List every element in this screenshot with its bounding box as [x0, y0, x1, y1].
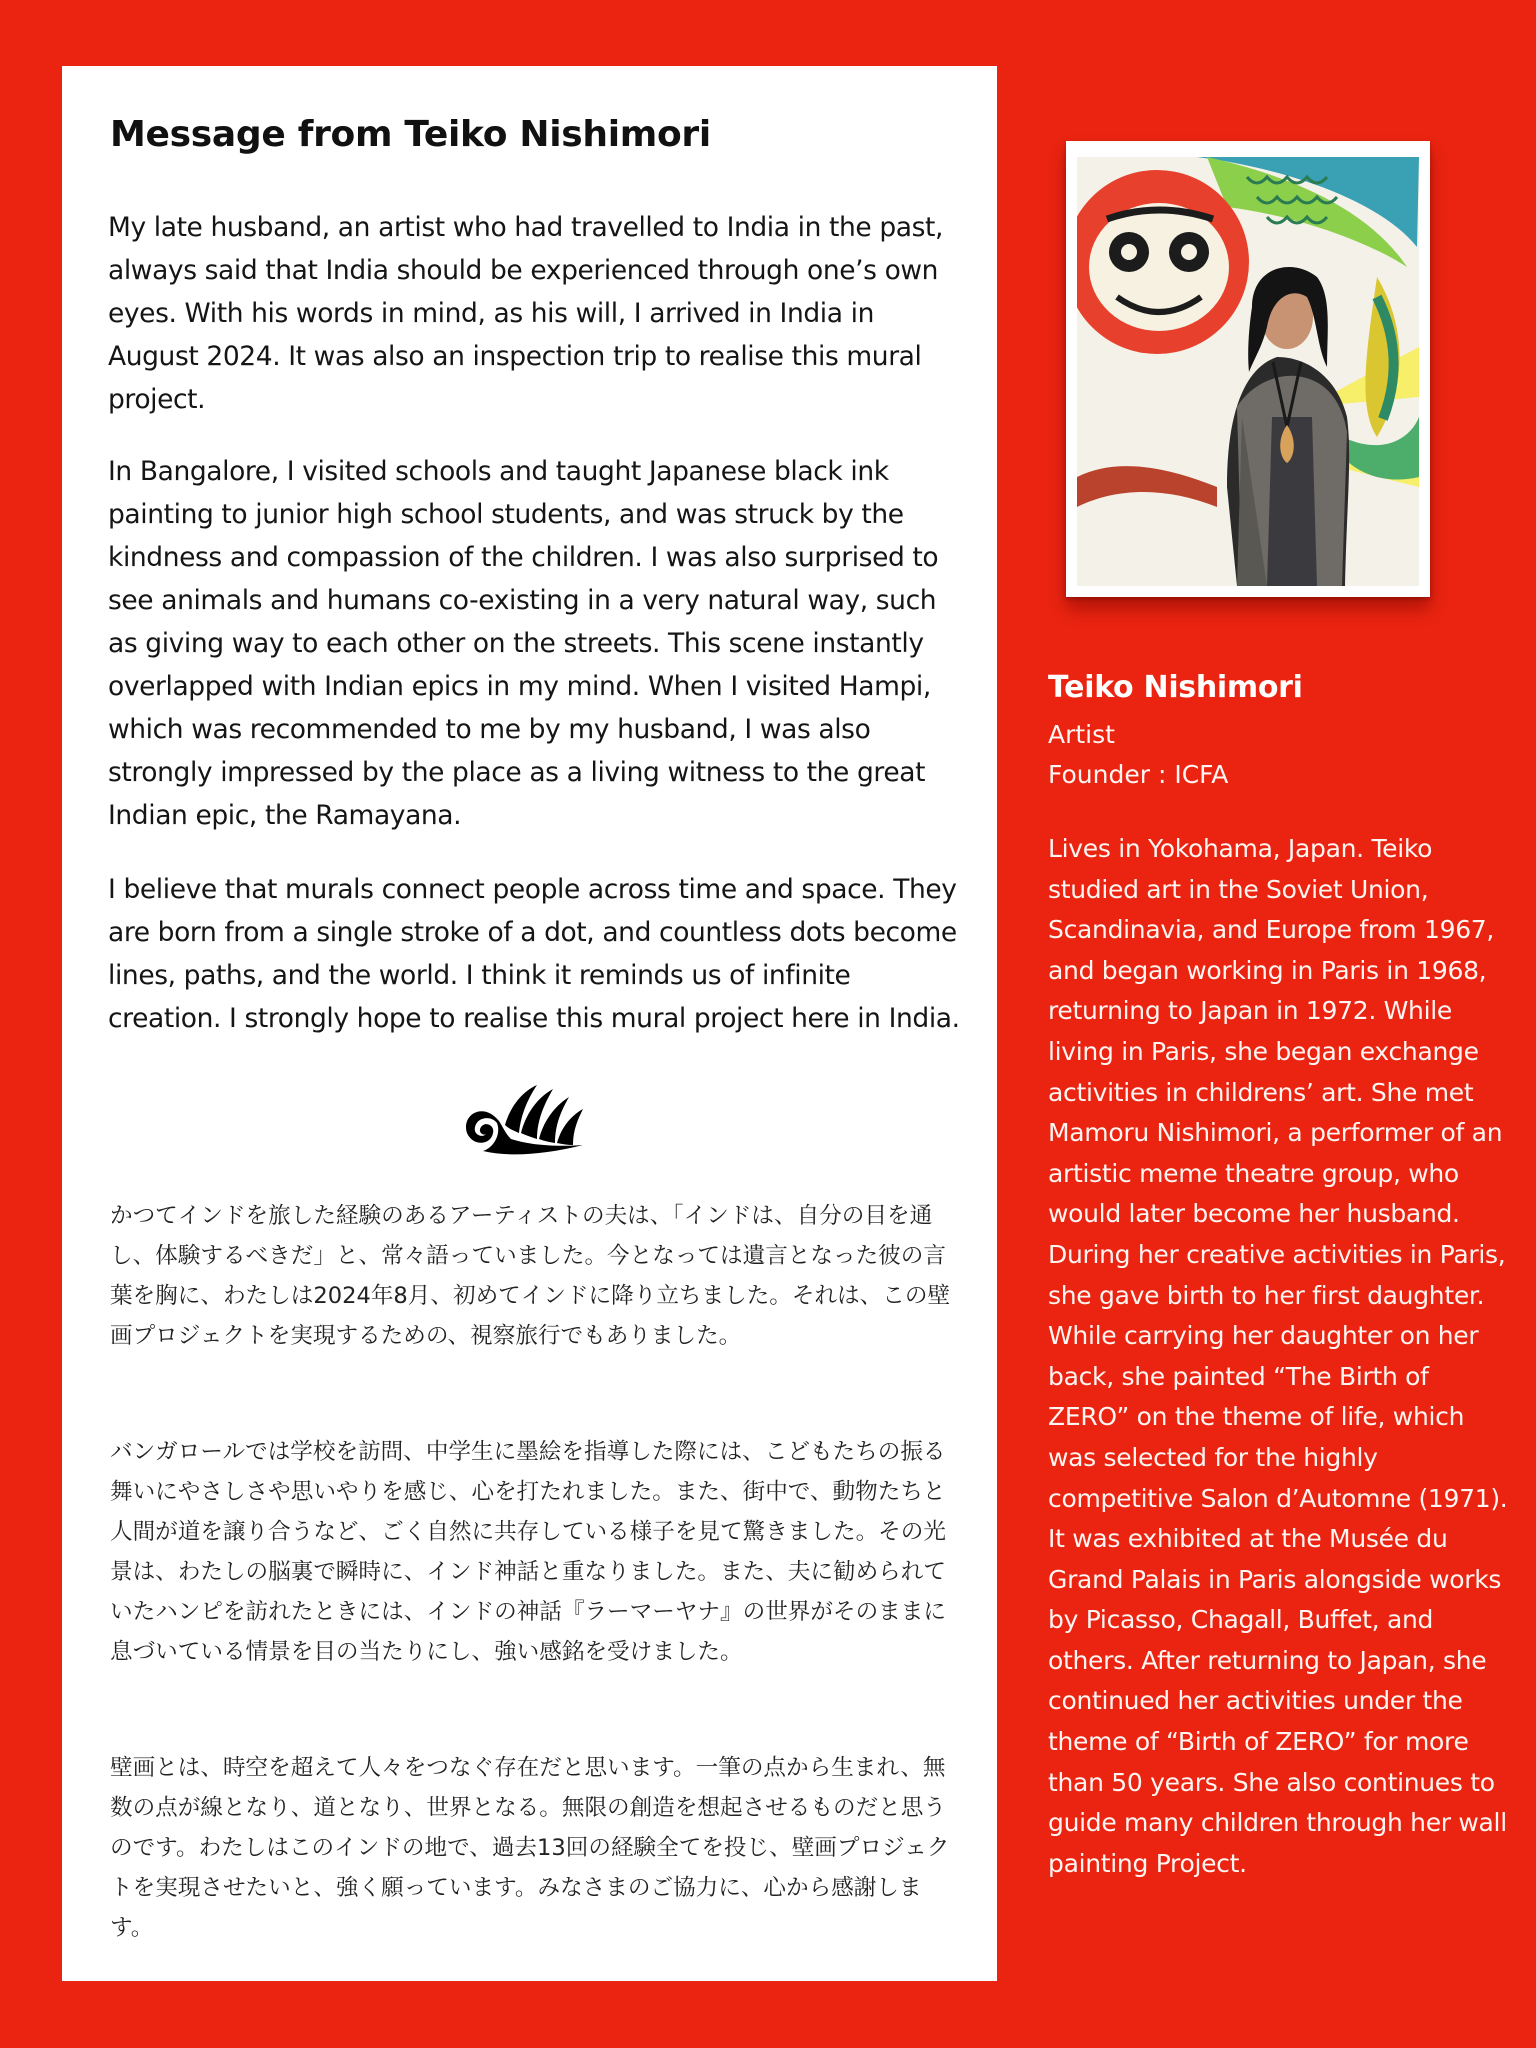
artist-title: Artist [1048, 720, 1115, 749]
message-title: Message from Teiko Nishimori [110, 114, 711, 155]
english-paragraph-1: My late husband, an artist who had travelled to India in the past, always said that India should be experienced through one’s own eyes. With his words in mind, as his will, I arrived in India in August 2024. It was also an inspection trip to realise this mural project. [108, 212, 944, 415]
english-paragraph-3: I believe that murals connect people across time and space. They are born from a single stroke of a dot, and countless dots become lines, paths, and the world. I think it reminds us of infinite creation. I strongly hope to realise this mural project here in India. [108, 874, 960, 1034]
artist-portrait-photo [1077, 157, 1419, 586]
english-paragraph-2: In Bangalore, I visited schools and taught Japanese black ink painting to junior high school students, and was struck by the kindness and compassion of the children. I was also surprised to see animals and humans co-existing in a very natural way, such as giving way to each other on the streets. This scene instantly overlapped with Indian epics in my mind. When I visited Hampi, which was recommended to me by my husband, I was also strongly impressed by the place as a living witness to the great Indian epic, the Ramayana. [108, 456, 939, 831]
artist-photo-frame [1066, 141, 1430, 597]
artist-profile [1048, 670, 1508, 1884]
japanese-paragraph-1: かつてインドを旅した経験のあるアーティストの夫は、「インドは、自分の目を通し、体験するべきだ」と、常々語っていました。今となっては遺言となった彼の言葉を胸に、わたしは2024年8月、初めてインドに降り立ちました。それは、この壁画プロジェクトを実現するための、視察旅行でもありました。 [110, 1203, 951, 1349]
japanese-paragraph-2: バンガロールでは学校を訪問、中学生に墨絵を指導した際には、こどもたちの振る舞いにやさしさや思いやりを感じ、心を打たれました。また、街中で、動物たちと人間が道を譲り合うなど、ごく自然に共存している様子を見て驚きました。その光景は、わたしの脳裏で瞬時に、インド神話と重なりました。また、夫に勧められていたハンピを訪れたときには、インドの神話『ラーマーヤナ』の世界がそのままに息づいている情景を目の当たりにし、強い感銘を受けました。 [110, 1439, 946, 1665]
artist-biography: Lives in Yokohama, Japan. Teiko studied art in the Soviet Union, Scandinavia, and Europe from 1967, and began working in Paris in 1968, returning to Japan in 1972. While living in Paris, she began exchange activities in childrens’ art. She met Mamoru Nishimori, a performer of an artistic meme theatre group, who would later become her husband. During her creative activities in Paris, she gave birth to her first daughter. While carrying her daughter on her back, she painted “The Birth of ZERO” on the theme of life, which was selected for the highly competitive Salon d’Automne (1971). It was exhibited at the Musée du Grand Palais in Paris alongside works by Picasso, Chagall, Buffet, and others. After returning to Japan, she continued her activities under the theme of “Birth of ZERO” for more than 50 years. She also continues to guide many children through her wall painting Project. [1048, 834, 1508, 1878]
japanese-paragraph-3: 壁画とは、時空を超えて人々をつなぐ存在だと思います。一筆の点から生まれ、無数の点が線となり、道となり、世界となる。無限の創造を想起させるものだと思うのです。わたしはこのインドの地で、過去13回の経験全てを投じ、壁画プロジェクトを実現させたいと、強く願っています。みなさまのご協力に、心から感謝します。 [110, 1755, 950, 1941]
artist-founder: Founder : ICFA [1048, 760, 1229, 789]
message-panel [62, 66, 997, 1981]
artist-role [1048, 715, 1508, 795]
artist-name: Teiko Nishimori [1048, 670, 1303, 705]
brush-wave-ornament-icon [459, 1081, 589, 1155]
